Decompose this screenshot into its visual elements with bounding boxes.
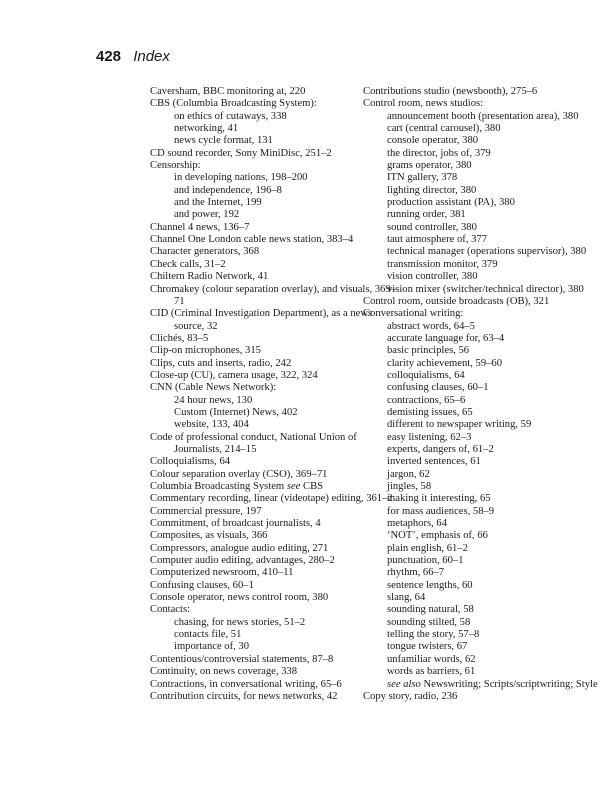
page-title: Index (133, 48, 170, 65)
index-subentry (363, 246, 613, 258)
entry-text: networking, 41 (174, 123, 239, 135)
index-subentry (363, 617, 613, 629)
entry-text: sounding natural, 58 (387, 604, 474, 616)
index-subentry (363, 654, 613, 666)
entry-text: vision mixer (switcher/technical director), 380 (387, 283, 584, 295)
entry-text: vision controller, 380 (387, 271, 478, 283)
entry-text: Control room, news studios: (363, 98, 484, 110)
index-entry (363, 86, 613, 98)
entry-text: transmission monitor, 379 (387, 258, 498, 270)
index-subentry (363, 419, 613, 431)
entry-text: 24 hour news, 130 (174, 394, 253, 406)
index-subentry (363, 370, 613, 382)
index-subentry (363, 148, 613, 160)
entry-text: Commentary recording, linear (videotape) editing, 361–2 (150, 493, 393, 505)
entry-text: for mass audiences, 58–9 (387, 505, 495, 517)
index-subentry (363, 604, 613, 616)
entry-text: Chiltern Radio Network, 41 (150, 271, 269, 283)
entry-text: slang, 64 (387, 592, 426, 604)
index-subentry (363, 111, 613, 123)
index-subentry (363, 555, 613, 567)
entry-text: Commitment, of broadcast journalists, 4 (150, 518, 321, 530)
entry-text: Confusing clauses, 60–1 (150, 579, 254, 591)
index-subentry (363, 679, 613, 691)
index-subentry (363, 592, 613, 604)
entry-text: Conversational writing: (363, 308, 464, 320)
entry-text: ITN gallery, 378 (387, 172, 458, 184)
index-entry (363, 98, 613, 110)
entry-text: lighting director, 380 (387, 184, 477, 196)
entry-text: making it interesting, 65 (387, 493, 491, 505)
entry-text: Compressors, analogue audio editing, 271 (150, 542, 329, 554)
entry-text: basic principles, 56 (387, 345, 470, 357)
index-subentry (363, 135, 613, 147)
entry-text: Caversham, BBC monitoring at, 220 (150, 86, 306, 97)
entry-text: and the Internet, 199 (174, 197, 262, 209)
entry-text: Colour separation overlay (CSO), 369–71 (150, 468, 328, 480)
entry-text: Channel One London cable news station, 383–4 (150, 234, 354, 246)
index-subentry (363, 395, 613, 407)
entry-text: in developing nations, 198–200 (174, 172, 308, 184)
index-subentry (363, 629, 613, 641)
entry-text: the director, jobs of, 379 (387, 147, 491, 159)
index-subentry (363, 358, 613, 370)
entry-text: announcement booth (presentation area), 380 (387, 110, 579, 122)
entry-text: Computer audio editing, advantages, 280–2 (150, 555, 335, 567)
entry-text: Console operator, news control room, 380 (150, 592, 329, 604)
entry-text: Clip-on microphones, 315 (150, 345, 261, 357)
entry-text: easy listening, 62–3 (387, 431, 472, 443)
index-subentry (363, 456, 613, 468)
entry-text: CBS (Columbia Broadcasting System): (150, 98, 317, 110)
entry-text: Copy story, radio, 236 (363, 690, 458, 702)
index-column-right (363, 86, 613, 703)
index-subentry (363, 185, 613, 197)
index-subentry (363, 333, 613, 345)
see-target: Newswriting; Scripts/scriptwriting; Style (420, 678, 598, 690)
entry-text: sentence lengths, 60 (387, 579, 473, 591)
entry-text: ‘NOT’, emphasis of, 66 (387, 530, 488, 542)
entry-text: tongue twisters, 67 (387, 641, 468, 653)
index-subentry (363, 543, 613, 555)
index-subentry (363, 197, 613, 209)
page-number: 428 (96, 48, 122, 65)
index-subentry (363, 641, 613, 653)
entry-text: Custom (Internet) News, 402 (174, 406, 298, 418)
entry-text: news cycle format, 131 (174, 135, 273, 147)
entry-text: Clichés, 83–5 (150, 332, 209, 344)
index-subentry (363, 530, 613, 542)
see-reference: see (286, 481, 301, 492)
index-subentry (363, 444, 613, 456)
entry-text: Censorship: (150, 160, 201, 172)
entry-text: unfamiliar words, 62 (387, 653, 476, 665)
entry-text: CD sound recorder, Sony MiniDisc, 251–2 (150, 147, 332, 159)
entry-text: and independence, 196–8 (174, 184, 282, 196)
entry-text: production assistant (PA), 380 (387, 197, 515, 209)
entry-text: Colloquialisms, 64 (150, 456, 231, 468)
entry-text: Computerized newsroom, 410–11 (150, 567, 294, 579)
entry-text: Composites, as visuals, 366 (150, 530, 268, 542)
index-subentry (363, 172, 613, 184)
running-header (96, 48, 170, 66)
index-subentry (363, 432, 613, 444)
entry-text: contractions, 65–6 (387, 394, 466, 406)
entry-text: Chromakey (colour separation overlay), and visuals, 369–71 (150, 283, 396, 307)
entry-text: contacts file, 51 (174, 629, 242, 641)
entry-text: Channel 4 news, 136–7 (150, 221, 250, 233)
entry-text: telling the story, 57–8 (387, 629, 480, 641)
index-subentry (363, 321, 613, 333)
entry-text: sounding stilted, 58 (387, 616, 471, 628)
entry-text: rhythm, 66–7 (387, 567, 445, 579)
index-subentry (363, 469, 613, 481)
entry-text: experts, dangers of, 61–2 (387, 443, 494, 455)
entry-text: jargon, 62 (387, 468, 430, 480)
see-reference: see also (387, 678, 421, 690)
entry-text: cart (central carousel), 380 (387, 123, 501, 135)
see-target: CBS (300, 481, 324, 492)
entry-text: inverted sentences, 61 (387, 456, 481, 468)
index-subentry (363, 518, 613, 530)
index-subentry (363, 259, 613, 271)
entry-text: different to newspaper writing, 59 (387, 419, 532, 431)
entry-text: jingles, 58 (387, 481, 432, 492)
entry-text: words as barriers, 61 (387, 666, 476, 678)
entry-text: importance of, 30 (174, 641, 250, 653)
entry-text: sound controller, 380 (387, 221, 477, 233)
entry-text: chasing, for news stories, 51–2 (174, 616, 306, 628)
entry-text: console operator, 380 (387, 135, 479, 147)
index-entry (363, 691, 613, 703)
index-subentry (363, 345, 613, 357)
index-subentry (363, 234, 613, 246)
entry-text: Close-up (CU), camera usage, 322, 324 (150, 369, 318, 381)
entry-text: Control room, outside broadcasts (OB), 321 (363, 295, 550, 307)
entry-text: website, 133, 404 (174, 419, 249, 431)
index-subentry (363, 666, 613, 678)
entry-text: Columbia Broadcasting System (150, 481, 285, 492)
entry-text: Clips, cuts and inserts, radio, 242 (150, 357, 292, 369)
index-subentry (363, 160, 613, 172)
entry-text: Contractions, in conversational writing, 65–6 (150, 678, 342, 690)
index-subentry (363, 222, 613, 234)
index-subentry (363, 567, 613, 579)
entry-text: taut atmosphere of, 377 (387, 234, 488, 246)
index-subentry (363, 580, 613, 592)
entry-text: plain english, 61–2 (387, 542, 468, 554)
entry-text: confusing clauses, 60–1 (387, 382, 489, 394)
entry-text: Contacts: (150, 604, 191, 616)
entry-text: Check calls, 31–2 (150, 258, 226, 270)
entry-text: Commercial pressure, 197 (150, 505, 262, 517)
entry-text: abstract words, 64–5 (387, 320, 475, 332)
entry-text: demisting issues, 65 (387, 406, 473, 418)
entry-text: Code of professional conduct, National Union of Journalists, 214–15 (150, 431, 357, 455)
entry-text: accurate language for, 63–4 (387, 332, 505, 344)
index-subentry (363, 382, 613, 394)
entry-text: Character generators, 368 (150, 246, 260, 258)
entry-text: colloquialisms, 64 (387, 369, 465, 381)
index-entry (363, 308, 613, 320)
index-entry (363, 296, 613, 308)
index-subentry (363, 506, 613, 518)
entry-text: grams operator, 380 (387, 160, 472, 172)
index-subentry (363, 481, 613, 493)
entry-text: clarity achievement, 59–60 (387, 357, 503, 369)
entry-text: technical manager (operations supervisor), 380 (387, 246, 587, 258)
entry-text: Continuity, on news coverage, 338 (150, 666, 298, 678)
index-subentry (363, 209, 613, 221)
entry-text: metaphors, 64 (387, 518, 448, 530)
entry-text: running order, 381 (387, 209, 466, 221)
entry-text: CNN (Cable News Network): (150, 382, 277, 394)
index-subentry (363, 271, 613, 283)
index-subentry (363, 284, 613, 296)
entry-text: Contribution circuits, for news networks, 42 (150, 690, 338, 702)
entry-text: Contentious/controversial statements, 87–8 (150, 653, 334, 665)
index-subentry (363, 123, 613, 135)
index-subentry (363, 493, 613, 505)
entry-text: CID (Criminal Investigation Department), as a news source, 32 (150, 308, 373, 332)
entry-text: and power, 192 (174, 209, 240, 221)
entry-text: on ethics of cutaways, 338 (174, 110, 287, 122)
index-subentry (363, 407, 613, 419)
entry-text: Contributions studio (newsbooth), 275–6 (363, 86, 538, 97)
entry-text: punctuation, 60–1 (387, 555, 464, 567)
